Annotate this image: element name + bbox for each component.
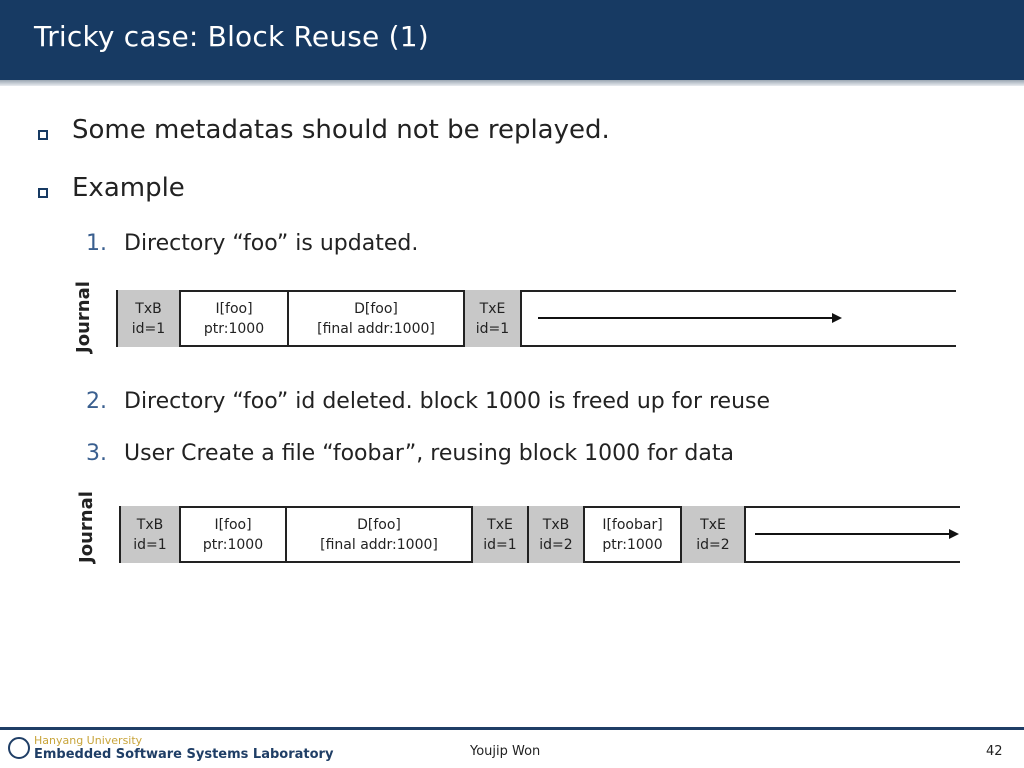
title-bar-shadow <box>0 80 1024 86</box>
footer-author: Youjip Won <box>470 744 541 759</box>
journal-label: Journal <box>73 281 94 353</box>
arrow-line <box>538 317 834 319</box>
cell-line: TxB <box>136 516 164 533</box>
cell-line: TxB <box>135 300 162 317</box>
step-number: 1. <box>86 231 107 256</box>
footer-university: Hanyang University <box>34 734 143 747</box>
footer-line <box>0 727 1024 730</box>
step-number: 2. <box>86 389 107 414</box>
arrow-right-icon <box>832 313 842 323</box>
university-logo-icon <box>8 737 30 759</box>
footer-lab: Embedded Software Systems Laboratory <box>34 747 334 762</box>
journal-label: Journal <box>76 491 97 563</box>
journal-strip <box>119 506 960 563</box>
cell-line: id=1 <box>483 536 517 553</box>
journal-cell <box>116 290 179 347</box>
cell-line: I[foo] <box>214 516 252 533</box>
cell-line: I[foo] <box>215 300 253 317</box>
cell-line: [final addr:1000] <box>320 536 438 553</box>
slide-title: Tricky case: Block Reuse (1) <box>34 20 429 53</box>
journal-cell <box>527 506 583 563</box>
journal-cell <box>285 506 471 563</box>
cell-line: [final addr:1000] <box>317 320 435 337</box>
cell-line: ptr:1000 <box>202 536 264 553</box>
cell-line: D[foo] <box>357 516 401 533</box>
journal-cell-border <box>744 506 746 563</box>
cell-line: id=2 <box>539 536 573 553</box>
cell-line: id=1 <box>133 536 167 553</box>
arrow-line <box>755 533 951 535</box>
journal-cell <box>119 506 179 563</box>
step-text: Directory “foo” is updated. <box>124 231 419 256</box>
cell-line: TxE <box>479 300 506 317</box>
step-text: User Create a file “foobar”, reusing block 1000 for data <box>124 441 734 466</box>
cell-line: id=1 <box>475 320 510 337</box>
cell-line: D[foo] <box>354 300 398 317</box>
cell-line: id=1 <box>131 320 166 337</box>
journal-strip <box>116 290 956 347</box>
bullet-icon <box>38 188 48 198</box>
journal-cell <box>471 506 527 563</box>
step-text: Directory “foo” id deleted. block 1000 is freed up for reuse <box>124 389 771 414</box>
arrow-right-icon <box>949 529 959 539</box>
bullet-text: Some metadatas should not be replayed. <box>72 115 610 145</box>
cell-line: TxE <box>487 516 513 533</box>
journal-cell <box>179 290 287 347</box>
journal-cell <box>287 290 463 347</box>
journal-cell-border <box>520 290 522 347</box>
bullet-icon <box>38 130 48 140</box>
journal-cell <box>583 506 680 563</box>
bullet-text: Example <box>72 173 185 203</box>
journal-cell <box>463 290 520 347</box>
journal-cell <box>680 506 744 563</box>
cell-line: TxE <box>700 516 726 533</box>
cell-line: ptr:1000 <box>203 320 265 337</box>
cell-line: ptr:1000 <box>602 536 663 553</box>
cell-line: id=2 <box>696 536 730 553</box>
cell-line: TxB <box>542 516 570 533</box>
journal-cell <box>179 506 285 563</box>
cell-line: I[foobar] <box>602 516 663 533</box>
step-number: 3. <box>86 441 107 466</box>
page-number: 42 <box>986 744 1003 759</box>
